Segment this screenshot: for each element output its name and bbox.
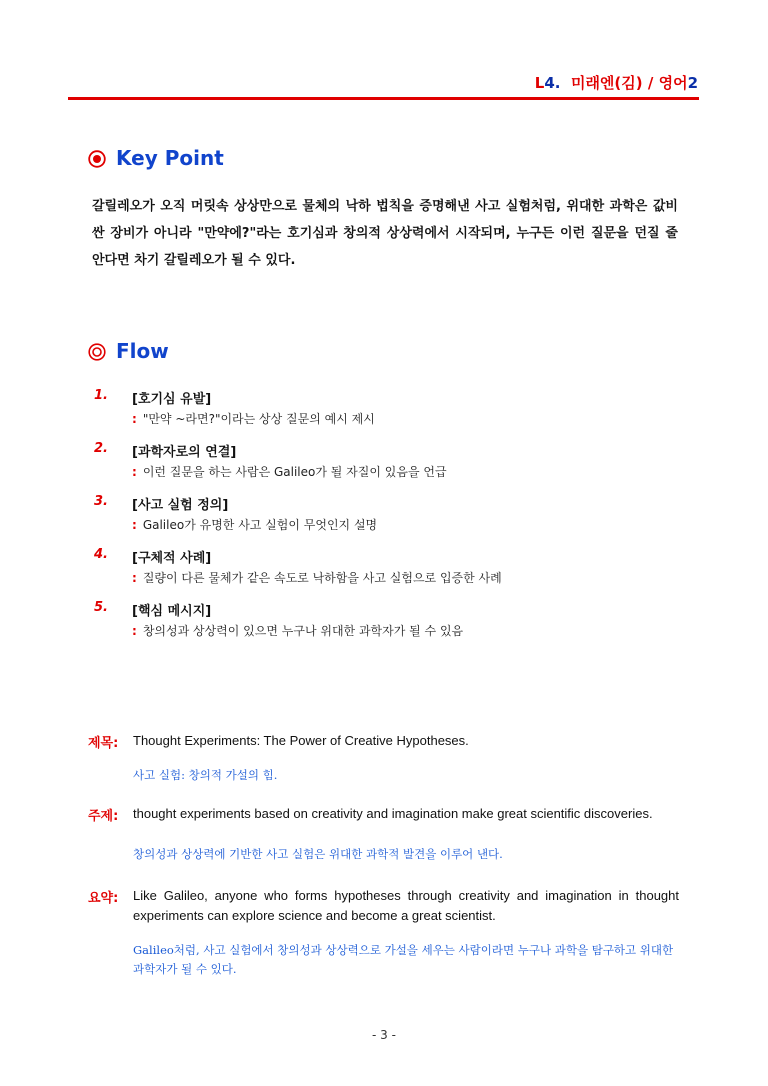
colon-mark: : — [132, 571, 137, 585]
key-point-title: Key Point — [116, 146, 224, 170]
double-circle-icon — [88, 342, 106, 360]
flow-heading — [88, 339, 169, 363]
flow-item-number: 2. — [94, 441, 108, 456]
flow-item-description — [132, 410, 375, 427]
flow-item-number: 3. — [94, 494, 108, 509]
flow-item — [92, 545, 652, 598]
colon-mark: : — [132, 465, 137, 479]
flow-item-number: 1. — [94, 388, 108, 403]
flow-item-heading: [사고 실험 정의] — [132, 498, 229, 513]
topic-label: 주제: — [88, 809, 119, 824]
flow-list — [92, 386, 652, 651]
flow-item-description — [132, 516, 377, 533]
colon-mark: : — [132, 624, 137, 638]
colon-mark: : — [132, 412, 137, 426]
subject-label — [659, 74, 698, 92]
lesson-number: 4. — [544, 74, 561, 92]
title-korean: 사고 실험: 창의적 가설의 힘. — [133, 768, 278, 782]
bullseye-icon — [88, 149, 106, 167]
flow-item-desc-text: 창의성과 상상력이 있으면 누구나 위대한 과학자가 될 수 있음 — [142, 624, 464, 638]
title-label: 제목: — [88, 736, 119, 751]
flow-item-desc-text: "만약 ~라면?"이라는 상상 질문의 예시 제시 — [142, 412, 375, 426]
flow-item-heading: [핵심 메시지] — [132, 604, 212, 619]
key-point-text: 갈릴레오가 오직 머릿속 상상만으로 물체의 낙하 법칙을 증명해낸 사고 실험처럼, 위대한 과학은 값비싼 장비가 아니라 "만약에?"라는 호기심과 창의적 상상력에서 시작되며, 누구든 이런 질문을 던질 줄 안다면 차기 갈릴레오가 될 수 있다. — [92, 199, 678, 268]
topic-korean: 창의성과 상상력에 기반한 사고 실험은 위대한 과학적 발견을 이루어 낸다. — [133, 847, 503, 861]
flow-item-heading: [호기심 유발] — [132, 392, 212, 407]
header-divider — [68, 97, 699, 100]
header-slash: / — [647, 74, 654, 92]
lesson-prefix: L — [534, 74, 545, 92]
flow-item-desc-text: 이런 질문을 하는 사람은 Galileo가 될 자질이 있음을 언급 — [142, 465, 447, 479]
summary-english: Like Galileo, anyone who forms hypotheses through creativity and imagination in thought experiments can explore science and become a great scientist. — [133, 888, 679, 923]
flow-item — [92, 492, 652, 545]
flow-item — [92, 386, 652, 439]
subject-name: 영어 — [658, 74, 688, 92]
flow-item-heading: [과학자로의 연결] — [132, 445, 237, 460]
key-point-heading — [88, 146, 224, 170]
flow-item-description — [132, 569, 502, 586]
flow-item-desc-text: Galileo가 유명한 사고 실험이 무엇인지 설명 — [142, 518, 378, 532]
summary-korean: Galileo처럼, 사고 실험에서 창의성과 상상력으로 가설을 세우는 사람이라면 누구나 과학을 탐구하고 위대한 과학자가 될 수 있다. — [133, 943, 674, 976]
topic-english: thought experiments based on creativity and imagination make great scientific discoveries. — [133, 806, 653, 821]
lesson-label — [535, 74, 561, 92]
flow-item-heading: [구체적 사례] — [132, 551, 212, 566]
flow-item-description — [132, 622, 463, 639]
flow-item — [92, 598, 652, 651]
textbook-name: 미래엔(김) — [570, 74, 643, 92]
summary-label: 요약: — [88, 891, 119, 906]
flow-item-number: 5. — [94, 600, 108, 615]
document-header — [70, 72, 698, 98]
subject-number: 2 — [687, 74, 698, 92]
page-number: - 3 - — [372, 1028, 396, 1042]
flow-item-desc-text: 질량이 다른 물체가 같은 속도로 낙하함을 사고 실험으로 입증한 사례 — [142, 571, 502, 585]
flow-item-number: 4. — [94, 547, 108, 562]
title-english: Thought Experiments: The Power of Creative Hypotheses. — [133, 733, 469, 748]
flow-item — [92, 439, 652, 492]
colon-mark: : — [132, 518, 137, 532]
flow-title: Flow — [116, 339, 169, 363]
flow-item-description — [132, 463, 447, 480]
